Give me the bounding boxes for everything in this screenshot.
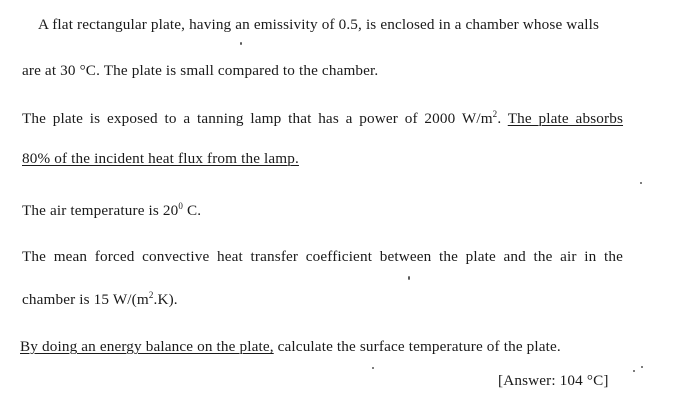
scan-speck: [372, 367, 374, 369]
unit-text: .K).: [153, 291, 178, 308]
unit-text: C.: [183, 202, 202, 219]
paragraph-5: [20, 338, 561, 356]
air-temperature-text: The air temperature is 20: [22, 202, 179, 219]
lamp-power-text: The plate is exposed to a tanning lamp that has a power of 2000 W/m: [22, 110, 493, 127]
superscript: 2: [148, 290, 154, 300]
paragraph-3: [22, 202, 201, 220]
paragraph-1-line-2: are at 30 °C. The plate is small compared to the chamber.: [22, 62, 379, 79]
coefficient-text: chamber is 15 W/(m: [22, 291, 149, 308]
paragraph-4-line-1: The mean forced convective heat transfer coefficient between the plate and the air in the: [22, 248, 623, 265]
absorbs-underlined-text: The plate absorbs: [507, 110, 624, 127]
paragraph-1-line-1: A flat rectangular plate, having an emissivity of 0.5, is enclosed in a chamber whose walls: [38, 16, 600, 33]
energy-balance-underlined-text: By doing an energy balance on the plate,: [20, 338, 274, 355]
scan-speck: [240, 42, 242, 45]
scan-speck: [633, 370, 635, 372]
paragraph-2-line-1: [22, 110, 623, 128]
punctuation: .: [497, 110, 508, 127]
instruction-text: calculate the surface temperature of the plate.: [273, 338, 561, 355]
answer-text: [Answer: 104 °C]: [498, 372, 609, 389]
scan-speck: [641, 366, 643, 368]
superscript: 0: [178, 201, 184, 211]
paragraph-2-line-2: 80% of the incident heat flux from the lamp.: [22, 150, 299, 167]
paragraph-4-line-2: [22, 291, 178, 309]
scan-speck: [640, 182, 642, 184]
superscript: 2: [492, 109, 498, 119]
scan-speck: [408, 276, 410, 280]
